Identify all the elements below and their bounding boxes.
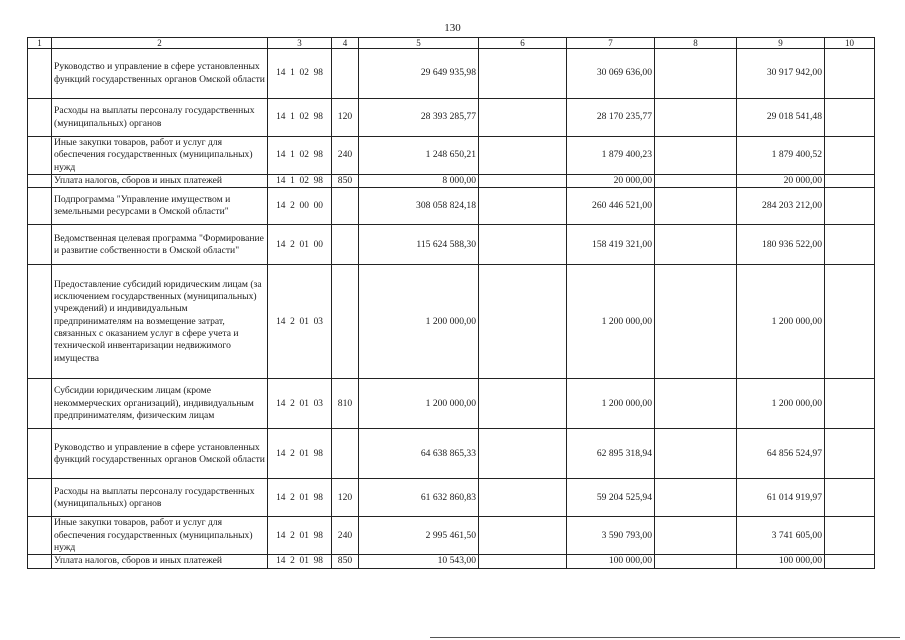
row-vr-cell: [332, 429, 359, 479]
row-value-cell: [655, 188, 737, 225]
row-value-cell: 64 856 524,97: [737, 429, 825, 479]
row-name-cell: Руководство и управление в сфере установленных функций государственных органов Омской области: [52, 429, 268, 479]
row-name-cell: Иные закупки товаров, работ и услуг для обеспечения государственных (муниципальных) нужд: [52, 137, 268, 175]
row-value-cell: 1 200 000,00: [737, 379, 825, 429]
row-index-cell: [28, 555, 52, 568]
row-index-cell: [28, 517, 52, 555]
row-value-cell: 8 000,00: [359, 175, 479, 188]
row-value-cell: [655, 429, 737, 479]
row-value-cell: [655, 379, 737, 429]
col-header: 9: [737, 38, 825, 49]
row-value-cell: 180 936 522,00: [737, 225, 825, 265]
page-number: 130: [444, 22, 461, 34]
table-row: [28, 379, 875, 429]
row-vr-cell: 120: [332, 99, 359, 137]
row-name-cell: Руководство и управление в сфере установленных функций государственных органов Омской области: [52, 49, 268, 99]
row-value-cell: 1 879 400,23: [567, 137, 655, 175]
row-code-cell: 14 2 01 98: [268, 555, 332, 568]
budget-table: [27, 37, 875, 569]
row-value-cell: 1 200 000,00: [359, 265, 479, 379]
row-value-cell: 59 204 525,94: [567, 479, 655, 517]
row-value-cell: [825, 555, 875, 568]
header-row: [28, 38, 875, 49]
col-header: 4: [332, 38, 359, 49]
row-value-cell: [479, 137, 567, 175]
row-vr-cell: 850: [332, 175, 359, 188]
row-name-cell: Субсидии юридическим лицам (кроме некоммерческих организаций), индивидуальным предпринимателям, физическим лицам: [52, 379, 268, 429]
row-index-cell: [28, 175, 52, 188]
row-value-cell: [655, 225, 737, 265]
row-value-cell: [479, 479, 567, 517]
row-value-cell: [479, 517, 567, 555]
row-value-cell: 100 000,00: [737, 555, 825, 568]
row-index-cell: [28, 49, 52, 99]
row-value-cell: 28 393 285,77: [359, 99, 479, 137]
row-vr-cell: 120: [332, 479, 359, 517]
row-value-cell: 260 446 521,00: [567, 188, 655, 225]
row-index-cell: [28, 225, 52, 265]
row-value-cell: [479, 175, 567, 188]
row-value-cell: [655, 555, 737, 568]
row-value-cell: [655, 517, 737, 555]
row-name-cell: Расходы на выплаты персоналу государственных (муниципальных) органов: [52, 479, 268, 517]
row-vr-cell: [332, 265, 359, 379]
row-value-cell: [825, 137, 875, 175]
row-code-cell: 14 2 01 03: [268, 265, 332, 379]
row-value-cell: 3 590 793,00: [567, 517, 655, 555]
row-value-cell: [825, 479, 875, 517]
col-header: 5: [359, 38, 479, 49]
row-index-cell: [28, 379, 52, 429]
row-value-cell: [479, 555, 567, 568]
table-row: [28, 225, 875, 265]
row-index-cell: [28, 429, 52, 479]
row-value-cell: 2 995 461,50: [359, 517, 479, 555]
row-value-cell: 29 649 935,98: [359, 49, 479, 99]
table-row: [28, 137, 875, 175]
row-code-cell: 14 2 01 03: [268, 379, 332, 429]
table-body: [28, 49, 875, 569]
col-header: 2: [52, 38, 268, 49]
row-value-cell: 64 638 865,33: [359, 429, 479, 479]
row-value-cell: [825, 99, 875, 137]
row-vr-cell: 240: [332, 517, 359, 555]
row-name-cell: Расходы на выплаты персоналу государственных (муниципальных) органов: [52, 99, 268, 137]
row-vr-cell: [332, 225, 359, 265]
col-header: 3: [268, 38, 332, 49]
table-row: [28, 479, 875, 517]
row-code-cell: 14 1 02 98: [268, 99, 332, 137]
row-code-cell: 14 1 02 98: [268, 175, 332, 188]
row-value-cell: 115 624 588,30: [359, 225, 479, 265]
row-code-cell: 14 2 00 00: [268, 188, 332, 225]
row-value-cell: [825, 225, 875, 265]
col-header: 7: [567, 38, 655, 49]
row-value-cell: 1 200 000,00: [359, 379, 479, 429]
row-value-cell: 61 632 860,83: [359, 479, 479, 517]
row-value-cell: [479, 225, 567, 265]
row-value-cell: [655, 49, 737, 99]
row-index-cell: [28, 188, 52, 225]
row-value-cell: 30 069 636,00: [567, 49, 655, 99]
footer-divider: [430, 637, 900, 638]
row-value-cell: [479, 429, 567, 479]
row-value-cell: 308 058 824,18: [359, 188, 479, 225]
row-value-cell: 1 248 650,21: [359, 137, 479, 175]
table-row: [28, 99, 875, 137]
row-value-cell: [825, 379, 875, 429]
row-value-cell: 1 879 400,52: [737, 137, 825, 175]
table-row: [28, 175, 875, 188]
row-value-cell: [479, 379, 567, 429]
row-value-cell: 29 018 541,48: [737, 99, 825, 137]
row-vr-cell: 810: [332, 379, 359, 429]
row-code-cell: 14 2 01 98: [268, 479, 332, 517]
row-value-cell: [825, 429, 875, 479]
row-name-cell: Предоставление субсидий юридическим лицам (за исключением государственных (муниципальных) учреждений) и индивидуальным предпринимателям на возмещение затрат, связанных с оказанием услуг в сфере учета и технической инвентаризации недвижимого имущества: [52, 265, 268, 379]
row-value-cell: 28 170 235,77: [567, 99, 655, 137]
row-value-cell: 61 014 919,97: [737, 479, 825, 517]
row-name-cell: Иные закупки товаров, работ и услуг для обеспечения государственных (муниципальных) нужд: [52, 517, 268, 555]
row-code-cell: 14 2 01 00: [268, 225, 332, 265]
row-name-cell: Подпрограмма "Управление имуществом и земельными ресурсами в Омской области": [52, 188, 268, 225]
table-row: [28, 49, 875, 99]
row-value-cell: 20 000,00: [737, 175, 825, 188]
table-row: [28, 265, 875, 379]
row-value-cell: 62 895 318,94: [567, 429, 655, 479]
row-value-cell: [825, 517, 875, 555]
table-row: [28, 188, 875, 225]
col-header: 8: [655, 38, 737, 49]
row-value-cell: 158 419 321,00: [567, 225, 655, 265]
row-value-cell: [479, 188, 567, 225]
row-index-cell: [28, 99, 52, 137]
row-name-cell: Уплата налогов, сборов и иных платежей: [52, 555, 268, 568]
row-value-cell: 1 200 000,00: [567, 265, 655, 379]
row-value-cell: [655, 175, 737, 188]
table-row: [28, 517, 875, 555]
col-header: 1: [28, 38, 52, 49]
row-vr-cell: [332, 49, 359, 99]
row-value-cell: 10 543,00: [359, 555, 479, 568]
row-value-cell: 1 200 000,00: [737, 265, 825, 379]
row-vr-cell: 850: [332, 555, 359, 568]
row-value-cell: 20 000,00: [567, 175, 655, 188]
row-name-cell: Ведомственная целевая программа "Формирование и развитие собственности в Омской области": [52, 225, 268, 265]
row-vr-cell: [332, 188, 359, 225]
row-value-cell: [479, 265, 567, 379]
row-code-cell: 14 2 01 98: [268, 517, 332, 555]
row-value-cell: [825, 265, 875, 379]
row-name-cell: Уплата налогов, сборов и иных платежей: [52, 175, 268, 188]
row-value-cell: 3 741 605,00: [737, 517, 825, 555]
table-row: [28, 429, 875, 479]
row-value-cell: [825, 188, 875, 225]
row-value-cell: 284 203 212,00: [737, 188, 825, 225]
row-value-cell: [479, 49, 567, 99]
row-index-cell: [28, 479, 52, 517]
row-value-cell: [825, 175, 875, 188]
row-value-cell: 1 200 000,00: [567, 379, 655, 429]
col-header: 6: [479, 38, 567, 49]
row-value-cell: [655, 479, 737, 517]
row-index-cell: [28, 137, 52, 175]
row-value-cell: [655, 265, 737, 379]
table-row: [28, 555, 875, 568]
row-value-cell: 30 917 942,00: [737, 49, 825, 99]
row-vr-cell: 240: [332, 137, 359, 175]
row-value-cell: [479, 99, 567, 137]
row-code-cell: 14 2 01 98: [268, 429, 332, 479]
row-value-cell: [825, 49, 875, 99]
row-code-cell: 14 1 02 98: [268, 137, 332, 175]
row-value-cell: 100 000,00: [567, 555, 655, 568]
row-value-cell: [655, 137, 737, 175]
col-header: 10: [825, 38, 875, 49]
row-index-cell: [28, 265, 52, 379]
row-code-cell: 14 1 02 98: [268, 49, 332, 99]
row-value-cell: [655, 99, 737, 137]
